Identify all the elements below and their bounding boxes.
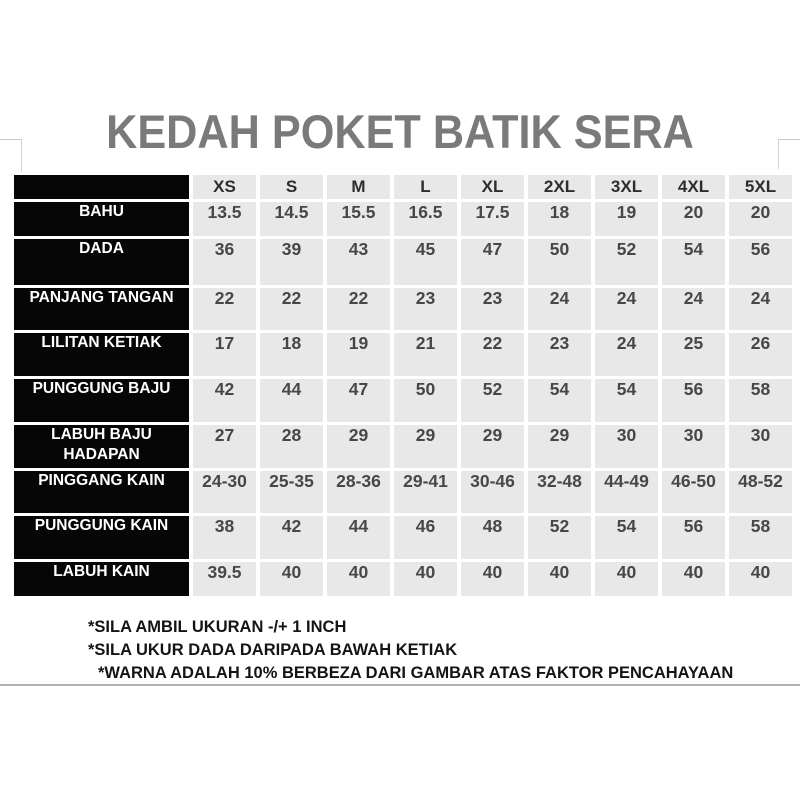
table-row [14,379,792,422]
measurement-value-cell: 54 [528,379,591,422]
measurement-value-cell: 38 [193,516,256,559]
table-row [14,288,792,330]
measurement-value-cell: 30-46 [461,471,524,513]
size-column-header: M [327,175,390,199]
measurement-value-cell: 22 [193,288,256,330]
size-header-row [14,175,792,199]
footnote-line: *WARNA ADALAH 10% BERBEZA DARI GAMBAR ATAS FAKTOR PENCAHAYAAN [98,664,734,682]
size-column-header: S [260,175,323,199]
measurement-row-label: BAHU [14,202,189,236]
size-column-header: 5XL [729,175,792,199]
measurement-value-cell: 54 [662,239,725,285]
measurement-value-cell: 19 [595,202,658,236]
measurement-value-cell: 44 [327,516,390,559]
table-row [14,516,792,559]
measurement-value-cell: 30 [662,425,725,468]
table-row [14,202,792,236]
measurement-value-cell: 52 [595,239,658,285]
measurement-value-cell: 30 [595,425,658,468]
size-column-header: 2XL [528,175,591,199]
measurement-value-cell: 56 [729,239,792,285]
measurement-value-cell: 20 [662,202,725,236]
measurement-value-cell: 42 [193,379,256,422]
table-row [14,471,792,513]
measurement-value-cell: 36 [193,239,256,285]
measurement-value-cell: 47 [461,239,524,285]
measurement-value-cell: 40 [662,562,725,596]
measurement-value-cell: 28 [260,425,323,468]
measurement-value-cell: 42 [260,516,323,559]
measurement-value-cell: 23 [528,333,591,376]
measurement-value-cell: 24 [595,288,658,330]
table-row [14,562,792,596]
measurement-value-cell: 48-52 [729,471,792,513]
measurement-value-cell: 45 [394,239,457,285]
measurement-value-cell: 18 [528,202,591,236]
measurement-value-cell: 29 [528,425,591,468]
measurement-value-cell: 40 [528,562,591,596]
hairline-top-right [778,139,800,140]
measurement-value-cell: 40 [461,562,524,596]
measurement-value-cell: 58 [729,516,792,559]
measurement-value-cell: 46-50 [662,471,725,513]
footnotes [88,616,733,685]
measurement-row-label: LABUH BAJU HADAPAN [14,425,189,468]
measurement-value-cell: 48 [461,516,524,559]
table-row [14,425,792,468]
size-chart-table [10,172,796,599]
measurement-value-cell: 43 [327,239,390,285]
measurement-value-cell: 23 [394,288,457,330]
table-corner-cell [14,175,189,199]
measurement-value-cell: 29 [461,425,524,468]
size-column-header: 4XL [662,175,725,199]
measurement-value-cell: 39.5 [193,562,256,596]
measurement-value-cell: 56 [662,516,725,559]
measurement-value-cell: 23 [461,288,524,330]
measurement-row-label: LILITAN KETIAK [14,333,189,376]
measurement-value-cell: 40 [260,562,323,596]
measurement-value-cell: 47 [327,379,390,422]
measurement-value-cell: 29 [394,425,457,468]
measurement-value-cell: 22 [260,288,323,330]
measurement-row-label: PINGGANG KAIN [14,471,189,513]
measurement-value-cell: 54 [595,379,658,422]
measurement-value-cell: 24 [595,333,658,376]
measurement-value-cell: 16.5 [394,202,457,236]
measurement-value-cell: 24 [729,288,792,330]
measurement-value-cell: 26 [729,333,792,376]
footnote-line: *SILA UKUR DADA DARIPADA BAWAH KETIAK [88,641,458,659]
measurement-value-cell: 17 [193,333,256,376]
measurement-value-cell: 54 [595,516,658,559]
size-column-header: XS [193,175,256,199]
measurement-value-cell: 24 [528,288,591,330]
measurement-row-label: LABUH KAIN [14,562,189,596]
measurement-value-cell: 17.5 [461,202,524,236]
measurement-value-cell: 14.5 [260,202,323,236]
measurement-value-cell: 19 [327,333,390,376]
measurement-value-cell: 13.5 [193,202,256,236]
table-row [14,333,792,376]
size-column-header: XL [461,175,524,199]
measurement-value-cell: 22 [461,333,524,376]
page-title: KEDAH POKET BATIK SERA [106,105,694,158]
measurement-value-cell: 50 [394,379,457,422]
measurement-value-cell: 44 [260,379,323,422]
measurement-value-cell: 24 [662,288,725,330]
table-row [14,239,792,285]
measurement-value-cell: 29-41 [394,471,457,513]
size-column-header: 3XL [595,175,658,199]
measurement-row-label: DADA [14,239,189,285]
measurement-value-cell: 40 [729,562,792,596]
measurement-row-label: PANJANG TANGAN [14,288,189,330]
hairline-top-left [0,139,22,140]
footnote-line: *SILA AMBIL UKURAN -/+ 1 INCH [88,618,347,636]
measurement-value-cell: 30 [729,425,792,468]
measurement-value-cell: 25-35 [260,471,323,513]
measurement-value-cell: 39 [260,239,323,285]
measurement-row-label: PUNGGUNG KAIN [14,516,189,559]
measurement-value-cell: 50 [528,239,591,285]
measurement-value-cell: 28-36 [327,471,390,513]
size-column-header: L [394,175,457,199]
measurement-value-cell: 40 [595,562,658,596]
hairline-left-edge [21,139,22,172]
measurement-value-cell: 44-49 [595,471,658,513]
measurement-row-label: PUNGGUNG BAJU [14,379,189,422]
measurement-value-cell: 27 [193,425,256,468]
measurement-value-cell: 20 [729,202,792,236]
measurement-value-cell: 52 [528,516,591,559]
measurement-value-cell: 52 [461,379,524,422]
hairline-right-edge [778,139,779,169]
measurement-value-cell: 22 [327,288,390,330]
measurement-value-cell: 15.5 [327,202,390,236]
measurement-value-cell: 25 [662,333,725,376]
measurement-value-cell: 58 [729,379,792,422]
measurement-value-cell: 18 [260,333,323,376]
measurement-value-cell: 24-30 [193,471,256,513]
measurement-value-cell: 56 [662,379,725,422]
measurement-value-cell: 32-48 [528,471,591,513]
measurement-value-cell: 40 [327,562,390,596]
measurement-value-cell: 29 [327,425,390,468]
measurement-value-cell: 46 [394,516,457,559]
measurement-value-cell: 40 [394,562,457,596]
measurement-value-cell: 21 [394,333,457,376]
